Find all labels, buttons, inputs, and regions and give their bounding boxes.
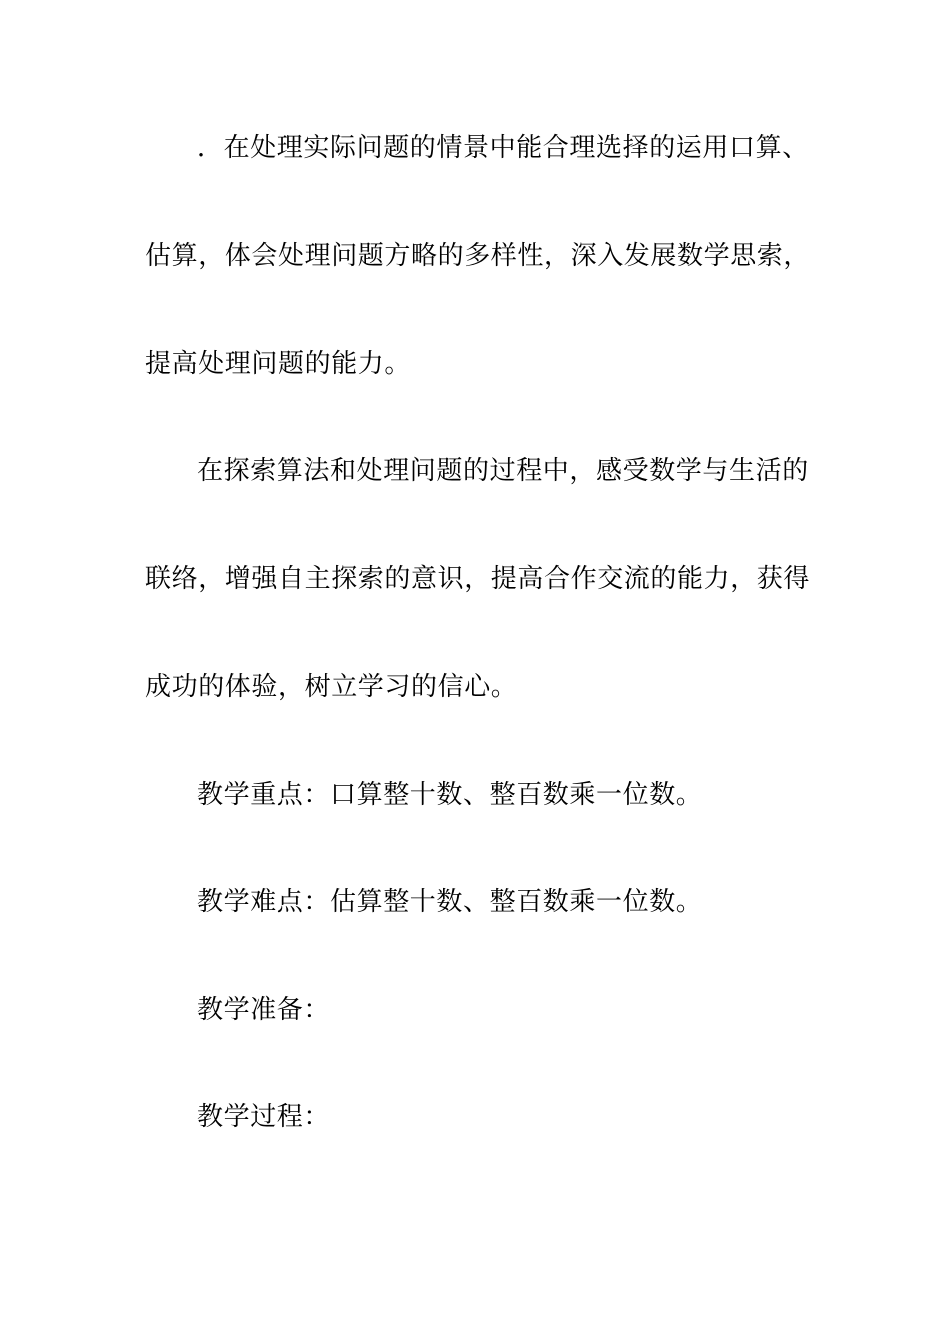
- teaching-difficulty: 教学难点：估算整十数、整百数乘一位数。: [197, 887, 703, 917]
- paragraph-1-line-2: 估算，体会处理问题方略的多样性，深入发展数学思索，: [145, 241, 811, 271]
- teaching-preparation: 教学准备：: [197, 995, 331, 1025]
- paragraph-2-line-3: 成功的体验，树立学习的信心。: [145, 672, 518, 702]
- teaching-key-point: 教学重点：口算整十数、整百数乘一位数。: [197, 780, 703, 810]
- paragraph-2-line-2: 联络，增强自主探索的意识，提高合作交流的能力，获得: [145, 564, 811, 594]
- paragraph-2-line-1: 在探索算法和处理问题的过程中，感受数学与生活的: [197, 456, 809, 486]
- paragraph-1-line-1: ．在处理实际问题的情景中能合理选择的运用口算、: [197, 133, 809, 163]
- paragraph-1-line-3: 提高处理问题的能力。: [145, 349, 412, 379]
- teaching-process: 教学过程：: [197, 1102, 331, 1132]
